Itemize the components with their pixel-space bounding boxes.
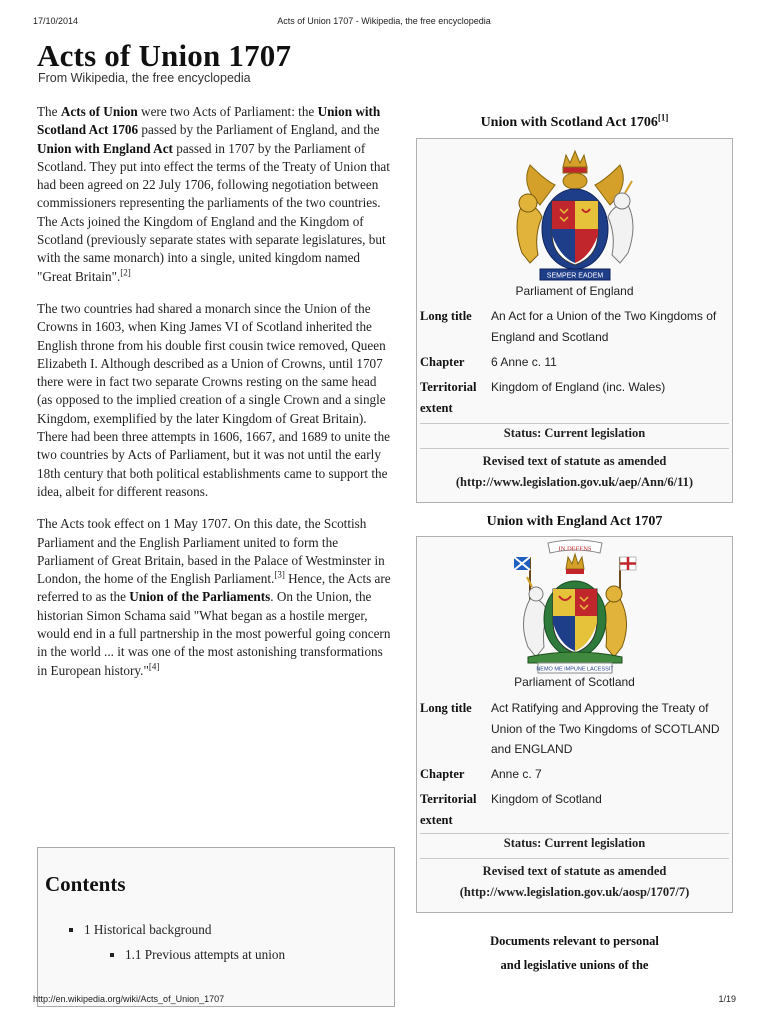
infobox-row-chapter [420, 352, 729, 373]
print-title: Acts of Union 1707 - Wikipedia, the free encyclopedia [277, 16, 491, 26]
text: The [37, 104, 61, 119]
row-label: Long title [420, 701, 472, 715]
infobox-row-long-title [420, 306, 729, 348]
bullet-icon [69, 928, 73, 932]
bold-term-union-with-scotland-act: Union with Scotland Act 1706 [37, 104, 381, 138]
revised-url[interactable]: (http://www.legislation.gov.uk/aep/Ann/6/11) [455, 474, 694, 489]
royal-coat-of-arms-icon [500, 145, 650, 285]
toc-item-label[interactable]: 1 Historical background [84, 922, 212, 937]
row-label: Chapter [420, 767, 465, 781]
bullet-icon [110, 953, 114, 957]
toc-item-label[interactable]: 1.1 Previous attempts at union [125, 947, 286, 962]
revised-line[interactable]: Revised text of statute as amended [482, 454, 667, 468]
divider [420, 423, 729, 424]
crest-caption: Parliament of England [515, 284, 634, 298]
page-tagline: From Wikipedia, the free encyclopedia [38, 71, 251, 85]
row-value: Anne c. 7 [491, 767, 542, 781]
page-title: Acts of Union 1707 [37, 38, 292, 73]
print-date: 17/10/2014 [33, 16, 79, 26]
text: were two Acts of Parliament: the [137, 104, 318, 119]
scottish-coat-of-arms-icon [500, 539, 650, 677]
crest-scotland-image [417, 539, 732, 681]
text: passed in 1707 by the Parliament of Scotland. They put into effect the terms of the Treaty of Union that had been agreed on 22 July 1706, following negotiation between commissioners representing the parliaments of the two countries. The Acts joined the Kingdom of England and the Kingdom of Scotland (previously separate states with separate legislatures, but with the same monarch) into a single, united kingdom named "Great Britain". [37, 140, 390, 284]
print-header [0, 16, 768, 30]
infobox-row-territorial-extent [420, 789, 729, 831]
infobox-title-text: Union with Scotland Act 1706 [480, 115, 658, 130]
infobox-row-long-title [420, 698, 729, 760]
paragraph-effect [37, 515, 393, 680]
text: passed by the Parliament of England, and the [138, 122, 380, 138]
revised-line[interactable]: Revised text of statute as amended [482, 864, 667, 878]
infobox-title-scotland-act [416, 112, 733, 131]
table-of-contents [37, 847, 395, 1007]
print-footer [0, 994, 768, 1008]
infobox-row-chapter [420, 764, 729, 785]
infobox-title-england-act: Union with England Act 1707 [486, 514, 663, 529]
reference-link[interactable]: [4] [148, 661, 160, 672]
divider [420, 448, 729, 449]
text: . On the Union, the historian Simon Schama said "What began as a hostile merger, would end in a full partnership in the most powerful going concern in the world ... it was one of the most astonishing transformations in European history." [37, 589, 391, 678]
status-label: Status: Current legislation [503, 426, 646, 440]
revised-url[interactable]: (http://www.legislation.gov.uk/aosp/1707/7) [459, 884, 690, 899]
crest-england-image [417, 145, 732, 289]
motto-text: SEMPER EADEM [546, 272, 603, 280]
motto-top-text: IN DEFENS [557, 545, 592, 553]
infobox-union-with-england-act [416, 536, 733, 913]
related-docs-line: and legislative unions of the [500, 958, 649, 972]
revised-text-link[interactable] [417, 451, 732, 492]
toc-item[interactable] [69, 922, 211, 938]
toc-subitem[interactable] [110, 947, 285, 963]
row-value: Kingdom of Scotland [491, 792, 602, 806]
bold-term-acts-of-union: Acts of Union [60, 104, 138, 119]
article-body [37, 103, 393, 694]
crest-caption: Parliament of Scotland [514, 675, 635, 689]
infobox-row-territorial-extent [420, 377, 729, 419]
revised-text-link[interactable] [417, 861, 732, 902]
paragraph-background: The two countries had shared a monarch since the Union of the Crowns in 1603, when King James VI of Scotland inherited the English throne from his double first cousin twice removed, Queen Elizabeth I. Although described as a Union of Crowns, until 1707 there were in fact two separate Crowns resting on the same head (as opposed to the implied creation of a single Crown and a single Kingdom, exemplified by the later Kingdom of Great Britain). There had been three attempts in 1606, 1667, and 1689 to unite the two countries by Acts of Parliament, but it was not until the early 18th century that both political establishments came to support the idea, albeit for different reasons. [37, 300, 391, 499]
reference-link[interactable]: [3] [274, 569, 285, 580]
text: Hence, the Acts are referred to as the [37, 571, 391, 605]
row-value: Kingdom of England (inc. Wales) [491, 380, 666, 394]
related-documents-heading [416, 929, 733, 977]
row-label: Long title [420, 309, 472, 323]
row-label: Chapter [420, 355, 465, 369]
infobox-union-with-scotland-act [416, 138, 733, 503]
paragraph-intro [37, 103, 393, 286]
reference-link[interactable]: [2] [120, 267, 131, 278]
print-url: http://en.wikipedia.org/wiki/Acts_of_Union_1707 [33, 994, 225, 1004]
row-label: Territorial extent [420, 380, 477, 415]
row-value: Act Ratifying and Approving the Treaty of Union of the Two Kingdoms of SCOTLAND and ENGLAND [491, 701, 720, 756]
bold-term-union-with-england-act: Union with England Act [37, 140, 173, 156]
related-docs-line: Documents relevant to personal [490, 934, 659, 948]
reference-link[interactable]: [1] [657, 112, 669, 123]
row-label: Territorial extent [420, 792, 477, 827]
motto-bottom-text: NEMO ME IMPUNE LACESSIT [535, 666, 614, 673]
row-value: An Act for a Union of the Two Kingdoms of England and Scotland [491, 309, 717, 344]
status-label: Status: Current legislation [503, 836, 646, 850]
toc-heading: Contents [45, 872, 126, 896]
bold-term-union-of-parliaments: Union of the Parliaments [129, 589, 271, 605]
page-number: 1/19 [718, 994, 736, 1004]
row-value: 6 Anne c. 11 [491, 355, 557, 369]
divider [420, 833, 729, 834]
divider [420, 858, 729, 859]
text: The Acts took effect on 1 May 1707. On this date, the Scottish Parliament and the English Parliament united to form the Parliament of Great Britain, based in the Palace of Westminster in London, the home of the English Parliament. [37, 516, 385, 587]
